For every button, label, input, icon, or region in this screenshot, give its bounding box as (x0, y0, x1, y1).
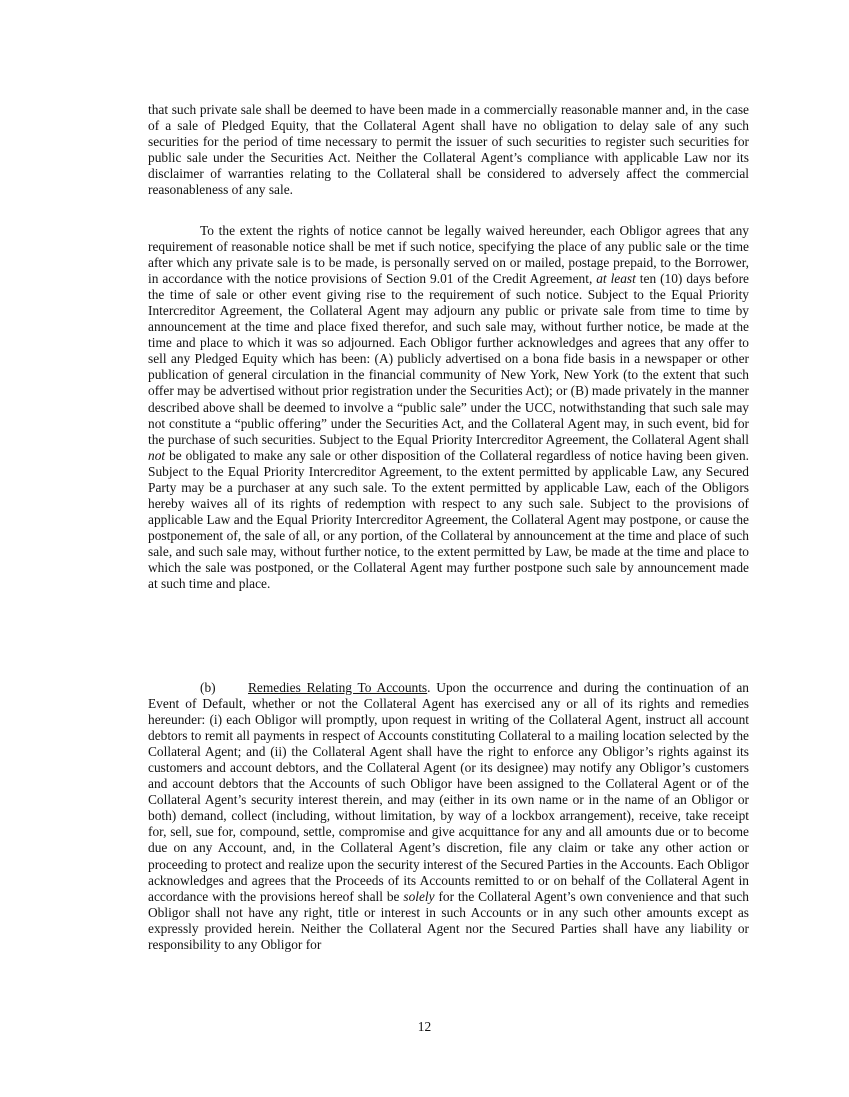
page-number: 12 (417, 1019, 432, 1034)
emphasis-text: solely (403, 888, 435, 904)
paragraph-text: that such private sale shall be deemed to have been made in a commercially reasonable manner and, in the case of a sale of Pledged Equity, that the Collateral Agent shall have no obligation to delay sale of any such securities for the period of time necessary to permit the issuer of such securities to register such securities for public sale under the Securities Act. Neither the Collateral Agent’s compliance with applicable Law nor its disclaimer of warranties relating to the Collateral shall be considered to adversely affect the commercial reasonableness of any sale. (148, 102, 749, 198)
emphasis-text: at least (596, 271, 636, 287)
text-run: for the Collateral Agent’s own convenience and that such Obligor shall not have any right, title or interest in such Accounts or in any such other amounts except as expressly provided herein. Neither the Collateral Agent nor the Secured Parties shall have any liability or responsibility to any Obligor for (148, 888, 750, 952)
section-heading: Remedies Relating To Accounts (248, 680, 428, 695)
paragraph-notice-of-sale (148, 223, 749, 592)
text-run: . Upon the occurrence and during the continuation of an Event of Default, whether or not the Collateral Agent has exercised any or all of its rights and remedies hereunder: (i) each Obligor will promptly, upon request in writing of the Collateral Agent, instruct all account debtors to remit all payments in respect of Accounts constituting Collateral to a mailing location selected by the Collateral Agent; and (ii) the Collateral Agent shall have the right to enforce any Obligor’s rights against its customers and account debtors, and the Collateral Agent (or its designee) may notify any Obligor’s customers and account debtors that the Accounts of such Obligor have been assigned to the Collateral Agent or of the Collateral Agent’s security interest therein, and may (either in its own name or in the name of an Obligor or both) demand, collect (including, without limitation, by way of a lockbox arrangement), receive, take receipt for, sell, sue for, compound, settle, compromise and give acquittance for any and all amounts due or to become due on any Account, and, in the Collateral Agent’s discretion, file any claim or take any other action or proceeding to protect and realize upon the security interest of the Secured Parties in the Accounts. Each Obligor acknowledges and agrees that the Proceeds of its Accounts remitted to or on behalf of the Collateral Agent in accordance with the provisions hereof shall be (148, 680, 750, 904)
text-run: To the extent the rights of notice cannot be legally waived hereunder, each Obligor agrees that any requirement of reasonable notice shall be met if such notice, specifying the place of any public sale or the time after which any private sale is to be made, is personally served on or mailed, postage prepaid, to the Borrower, in accordance with the notice provisions of Section 9.01 of the Credit Agreement, (148, 223, 749, 287)
emphasis-text: not (148, 447, 166, 463)
text-run: ten (10) days before the time of sale or other event giving rise to the requirement of such notice. Subject to the Equal Priority Intercreditor Agreement, the Collateral Agent may adjourn any public or private sale from time to time by announcement at the time and place fixed therefor, and such sale may, without further notice, be made at the time and place to which it was so adjourned. Each Obligor further acknowledges and agrees that any offer to sell any Pledged Equity which has been: (A) publicly advertised on a bona fide basis in a newspaper or other publication of general circulation in the financial community of New York, New York (to the extent that such offer may be advertised without prior registration under the Securities Act); or (B) made privately in the manner described above shall be deemed to involve a “public sale” under the UCC, notwithstanding that such sale may not constitute a “public offering” under the Securities Act, and the Collateral Agent may, in such event, bid for the purchase of such securities. Subject to the Equal Priority Intercreditor Agreement, the Collateral Agent shall (148, 271, 749, 447)
paragraph-continuation (148, 102, 749, 198)
text-run: be obligated to make any sale or other disposition of the Collateral regardless of notice having been given. Subject to the Equal Priority Intercreditor Agreement, to the extent permitted by applicable Law, any Secured Party may be a purchaser at any such sale. To the extent permitted by applicable Law, each of the Obligors hereby waives all of its rights of redemption with respect to any such sale. Subject to the provisions of applicable Law and the Equal Priority Intercreditor Agreement, the Collateral Agent may postpone, or cause the postponement of, the sale of all, or any portion, of the Collateral by announcement at the time and place of such sale, and such sale may, without further notice, to the extent permitted by Law, be made at the time and place to which the sale was postponed, or the Collateral Agent may further postpone such sale by announcement made at such time and place. (148, 447, 749, 592)
paragraph-body (148, 223, 749, 592)
section-label: (b) (200, 680, 216, 695)
paragraph-remedies-accounts (148, 680, 749, 953)
paragraph-body (148, 680, 749, 953)
